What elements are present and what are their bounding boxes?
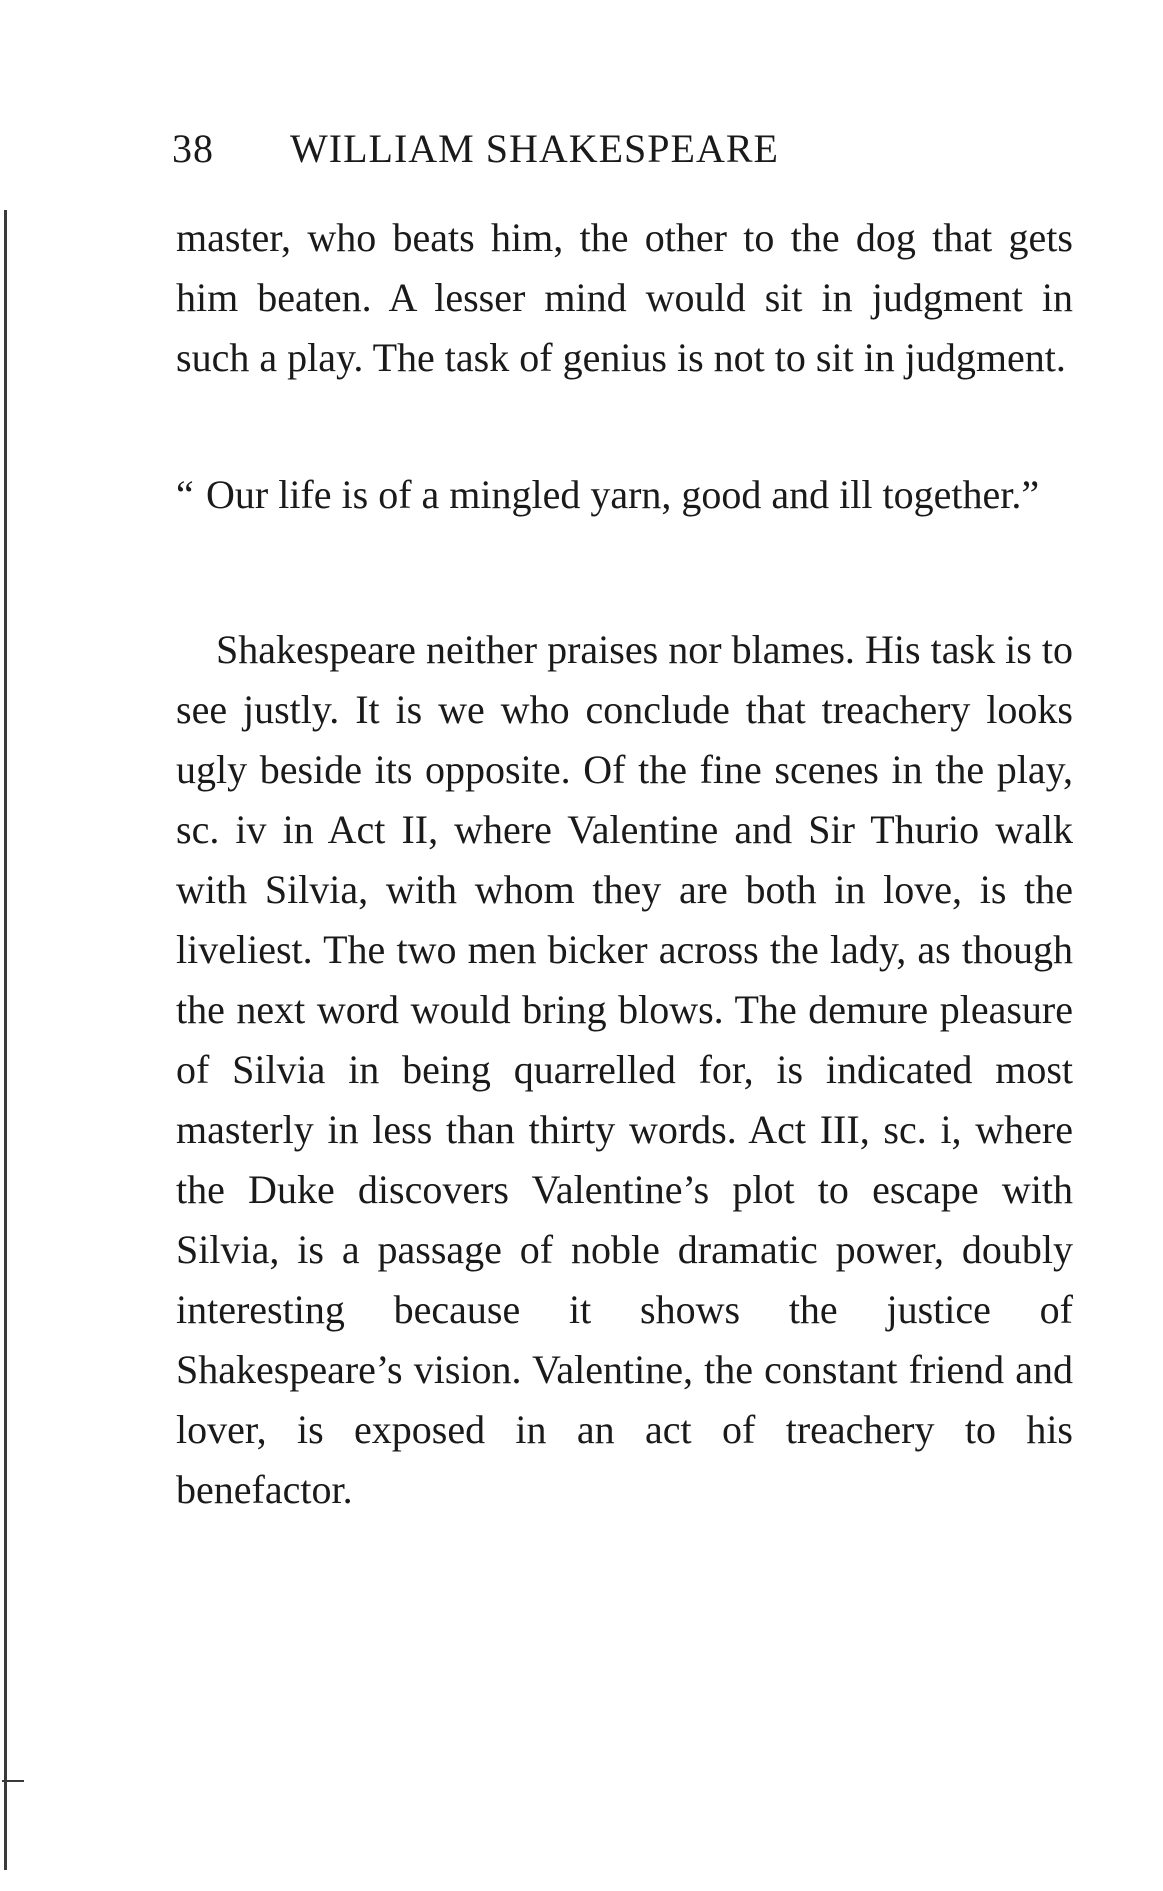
running-title: WILLIAM SHAKESPEARE [290, 126, 779, 171]
block-quote [176, 470, 1073, 520]
quote-open-mark: “ [176, 472, 194, 517]
quote-text: Our life is of a mingled yarn, good and ill together.” [206, 472, 1040, 517]
binding-edge-line [4, 210, 7, 1870]
page-number: 38 [172, 126, 214, 171]
paragraph-continued: master, who beats him, the other to the dog that gets him beaten. A lesser mind would sit in judgment in such a play. The task of genius is not to sit in judgment. [176, 215, 1073, 380]
paragraph-main: Shakespeare neither praises nor blames. His task is to see justly. It is we who conclude that treachery looks ugly beside its opposite. Of the fine scenes in the play, sc. iv in Act II, where Valentine and Sir Thurio walk with Silvia, with whom they are both in love, is the liveliest. The two men bicker across the lady, as though the next word would bring blows. The demure pleasure of Silvia in being quarrelled for, is indicated most masterly in less than thirty words. Act III, sc. i, where the Duke discovers Valentine’s plot to escape with Silvia, is a passage of noble dramatic power, doubly interesting because it shows the justice of Shakespeare’s vision. Valentine, the constant friend and lover, is exposed in an act of treachery to his benefactor. [176, 627, 1073, 1512]
binding-edge-tick [2, 1780, 24, 1782]
running-head [172, 125, 1072, 173]
